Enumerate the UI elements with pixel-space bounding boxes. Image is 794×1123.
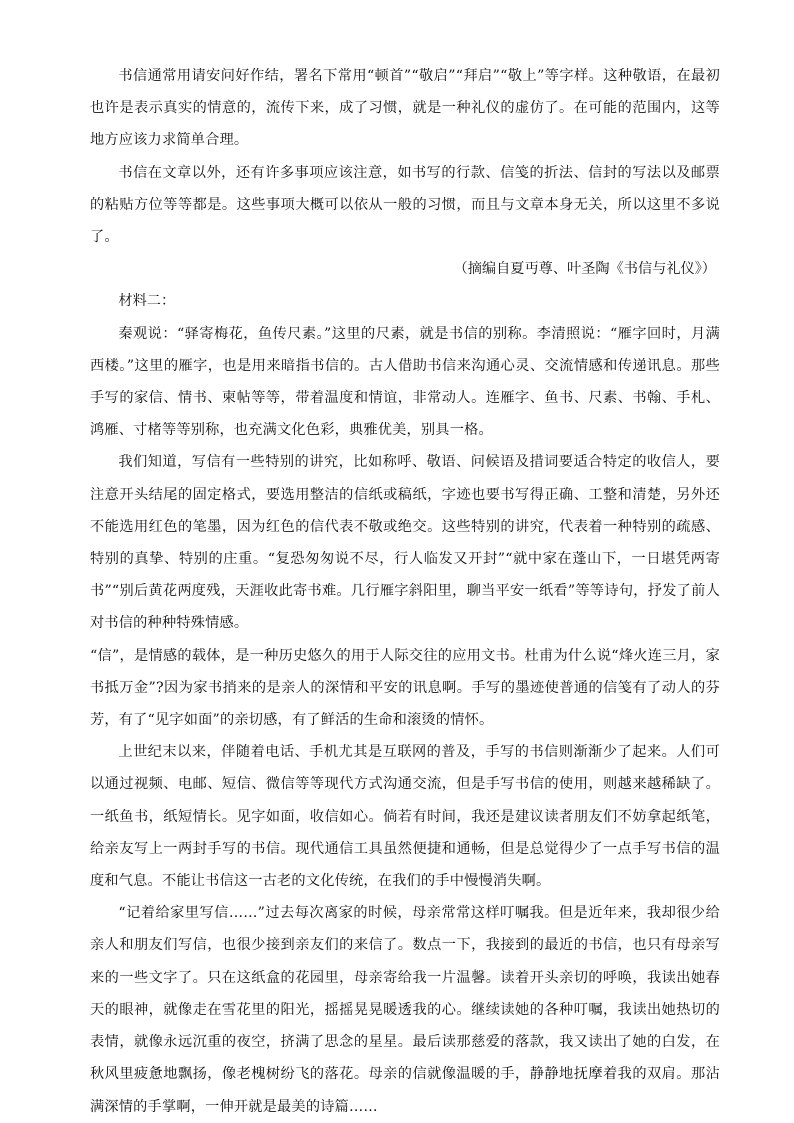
paragraph-closing-salutations: 书信通常用请安问好作结，署名下常用“顿首”“敬启”“拜启”“敬上”等字样。这种敬语，在最初也许是表示真实的情意的，流传下来，成了习惯，就是一种礼仪的虚仿了。在可能的范围内，这等地方应该力求简单合理。 xyxy=(90,68,720,149)
paragraph-modern-decline: 上世纪末以来，伴随着电话、手机尤其是互联网的普及，手写的书信则渐渐少了起来。人们可以通过视频、电邮、短信、微信等等现代方式沟通交流，但是手写书信的使用，则越来越稀缺了。一纸鱼书，纸短情长。见字如面，收信如心。倘若有时间，我还是建议读者朋友们不妨拿起纸笔，给亲友写上一两封手写的书信。现代通信工具虽然便捷和通畅，但是总觉得少了一点手写书信的温度和气息。不能让书信这一古老的文化传统，在我们的手中慢慢消失啊。 xyxy=(90,744,720,890)
document-page xyxy=(90,60,720,1123)
paragraph-letter-emotion: “信”，是情感的载体，是一种历史悠久的用于人际交往的应用文书。杜甫为什么说“烽火连三月，家书抵万金”?因为家书捎来的是亲人的深情和平安的讯息啊。手写的墨迹使普通的信笺有了动人的芬芳，有了“见字如面”的亲切感，有了鲜活的生命和滚烫的情怀。 xyxy=(90,647,720,729)
paragraph-letter-names: 秦观说：“驿寄梅花，鱼传尺素。”这里的尺素，就是书信的别称。李清照说：“雁字回时，月满西楼。”这里的雁字，也是用来暗指书信的。古人借助书信来沟通心灵、交流情感和传递讯息。那些手写的家信、情书、柬帖等等，带着温度和情谊，非常动人。连雁字、鱼书、尺素、书翰、手札、鸿雁、寸楮等等别称，也充满文化色彩，典雅优美，别具一格。 xyxy=(90,325,720,439)
paragraph-letter-etiquette: 我们知道，写信有一些特别的讲究，比如称呼、敬语、问候语及措词要适合特定的收信人，要注意开头结尾的固定格式，要选用整洁的信纸或稿纸，字迹也要书写得正确、工整和清楚，另外还不能选用红色的笔墨，因为红色的信代表不敬或绝交。这些特别的讲究，代表着一种特别的疏感、特别的真挚、特别的庄重。“复恐匆匆说不尽，行人临发又开封”“就中家在蓬山下，一日堪凭两寄书”“别后黄花两度残，天涯收此寄书难。几行雁字斜阳里，聊当平安一纸看”等等诗句，抒发了前人对书信的种种特殊情感。 xyxy=(90,454,720,632)
paragraph-mother-letter: “记着给家里写信……”过去每次离家的时候，母亲常常这样叮嘱我。但是近年来，我却很少给亲人和朋友们写信，也很少接到亲友们的来信了。数点一下，我接到的最近的书信，也只有母亲写来的一些文字了。只在这纸盒的花园里，母亲寄给我一片温馨。读着开头亲切的呼唤，我读出她春天的眼神，就像走在雪花里的阳光，摇摇晃晃暖透我的心。继续读她的各种叮嘱，我读出她热切的表情，就像永远沉重的夜空，挤满了思念的星星。最后读那慈爱的落款，我又读出了她的白发，在秋风里疲惫地飘扬，像老槐树纷飞的落花。母亲的信就像温暖的手，静静地抚摩着我的双肩。那沾满深情的手掌啊，一伸开就是最美的诗篇…… xyxy=(90,905,720,1115)
material-two-heading: 材料二： xyxy=(118,293,176,310)
source-citation: （摘编自夏丏尊、叶圣陶《书信与礼仪》） xyxy=(453,261,716,278)
paragraph-letter-format: 书信在文章以外，还有许多事项应该注意，如书写的行款、信笺的折法、信封的写法以及邮票的粘贴方位等等都是。这些事项大概可以依从一般的习惯，而且与文章本身无关，所以这里不多说了。 xyxy=(90,164,720,246)
